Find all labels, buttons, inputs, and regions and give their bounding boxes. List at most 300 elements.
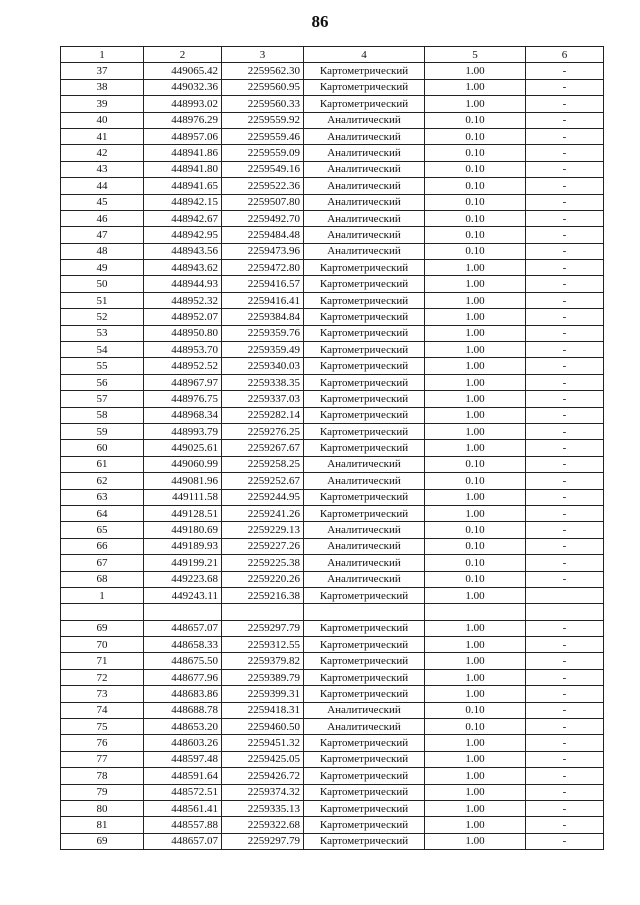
cell-precision: 0.10 <box>425 178 526 194</box>
cell-precision: 1.00 <box>425 325 526 341</box>
cell-description: - <box>526 260 604 276</box>
cell-point: 38 <box>61 79 144 95</box>
cell-y: 2259374.32 <box>222 784 304 800</box>
cell-point: 73 <box>61 686 144 702</box>
cell-point: 49 <box>61 260 144 276</box>
table-row <box>61 243 604 259</box>
cell-description: - <box>526 735 604 751</box>
cell-point: 74 <box>61 702 144 718</box>
cell-method: Аналитический <box>304 178 425 194</box>
table-row <box>61 751 604 767</box>
table-row <box>61 538 604 554</box>
cell-x: 448993.02 <box>144 96 222 112</box>
cell-point: 65 <box>61 522 144 538</box>
table-row <box>61 571 604 587</box>
header-cell-x: 2 <box>144 47 222 63</box>
cell-x: 449128.51 <box>144 505 222 521</box>
cell-y: 2259399.31 <box>222 686 304 702</box>
cell-x: 448952.52 <box>144 358 222 374</box>
cell-method: Аналитический <box>304 555 425 571</box>
cell-precision: 1.00 <box>425 751 526 767</box>
cell-x: 448683.86 <box>144 686 222 702</box>
cell-precision: 1.00 <box>425 260 526 276</box>
cell-description: - <box>526 358 604 374</box>
cell-point: 61 <box>61 456 144 472</box>
cell-precision: 1.00 <box>425 587 526 603</box>
cell-x: 449060.99 <box>144 456 222 472</box>
cell-precision: 1.00 <box>425 800 526 816</box>
table-row <box>61 505 604 521</box>
cell-y: 2259216.38 <box>222 587 304 603</box>
cell-y: 2259559.09 <box>222 145 304 161</box>
cell-point: 42 <box>61 145 144 161</box>
cell-x: 449199.21 <box>144 555 222 571</box>
cell-precision: 0.10 <box>425 719 526 735</box>
table-row <box>61 719 604 735</box>
cell-precision: 0.10 <box>425 571 526 587</box>
cell-y: 2259522.36 <box>222 178 304 194</box>
cell-method: Аналитический <box>304 243 425 259</box>
cell-x: 448944.93 <box>144 276 222 292</box>
table-row <box>61 374 604 390</box>
table-row <box>61 620 604 636</box>
cell-description: - <box>526 243 604 259</box>
cell-method: Аналитический <box>304 194 425 210</box>
header-cell-description: 6 <box>526 47 604 63</box>
cell-x: 448561.41 <box>144 800 222 816</box>
cell-description: - <box>526 210 604 226</box>
cell-y: 2259418.31 <box>222 702 304 718</box>
cell-x: 448952.07 <box>144 309 222 325</box>
cell-point: 80 <box>61 800 144 816</box>
cell-x: 448675.50 <box>144 653 222 669</box>
cell-point: 59 <box>61 423 144 439</box>
cell-y: 2259359.76 <box>222 325 304 341</box>
cell-point: 75 <box>61 719 144 735</box>
cell-method <box>304 604 425 620</box>
cell-method: Картометрический <box>304 407 425 423</box>
cell-method: Аналитический <box>304 456 425 472</box>
table-row <box>61 653 604 669</box>
cell-description: - <box>526 719 604 735</box>
cell-description: - <box>526 686 604 702</box>
table-row <box>61 407 604 423</box>
cell-method: Картометрический <box>304 342 425 358</box>
cell-precision: 1.00 <box>425 342 526 358</box>
table-row <box>61 276 604 292</box>
cell-precision: 1.00 <box>425 423 526 439</box>
cell-x: 449189.93 <box>144 538 222 554</box>
cell-point: 1 <box>61 587 144 603</box>
cell-precision: 1.00 <box>425 440 526 456</box>
cell-point: 50 <box>61 276 144 292</box>
cell-method: Аналитический <box>304 145 425 161</box>
cell-method: Картометрический <box>304 63 425 79</box>
cell-x: 448557.88 <box>144 817 222 833</box>
cell-x: 449081.96 <box>144 473 222 489</box>
cell-point: 54 <box>61 342 144 358</box>
cell-point: 69 <box>61 833 144 849</box>
cell-x: 449223.68 <box>144 571 222 587</box>
cell-precision: 0.10 <box>425 112 526 128</box>
table-header-row <box>61 47 604 63</box>
cell-y: 2259252.67 <box>222 473 304 489</box>
table-row <box>61 194 604 210</box>
table-row <box>61 112 604 128</box>
table-row <box>61 604 604 620</box>
cell-description <box>526 587 604 603</box>
cell-method: Картометрический <box>304 391 425 407</box>
table-row <box>61 637 604 653</box>
table-row <box>61 817 604 833</box>
cell-description: - <box>526 96 604 112</box>
cell-method: Картометрический <box>304 489 425 505</box>
table-row <box>61 309 604 325</box>
table-row <box>61 735 604 751</box>
table-row <box>61 833 604 849</box>
cell-method: Картометрический <box>304 833 425 849</box>
cell-y: 2259225.38 <box>222 555 304 571</box>
cell-precision: 0.10 <box>425 128 526 144</box>
table-body <box>61 63 604 850</box>
table-row <box>61 128 604 144</box>
cell-method: Картометрический <box>304 79 425 95</box>
cell-method: Картометрический <box>304 768 425 784</box>
cell-y: 2259338.35 <box>222 374 304 390</box>
coordinates-table <box>60 46 604 850</box>
table-row <box>61 702 604 718</box>
cell-precision: 0.10 <box>425 194 526 210</box>
cell-y: 2259340.03 <box>222 358 304 374</box>
cell-description: - <box>526 669 604 685</box>
cell-method: Картометрический <box>304 309 425 325</box>
cell-precision <box>425 604 526 620</box>
cell-point: 78 <box>61 768 144 784</box>
cell-y: 2259472.80 <box>222 260 304 276</box>
cell-precision: 1.00 <box>425 489 526 505</box>
cell-point: 43 <box>61 161 144 177</box>
cell-precision: 1.00 <box>425 96 526 112</box>
cell-y: 2259492.70 <box>222 210 304 226</box>
cell-method: Картометрический <box>304 669 425 685</box>
cell-description: - <box>526 538 604 554</box>
cell-method: Картометрический <box>304 637 425 653</box>
cell-x: 448941.65 <box>144 178 222 194</box>
cell-x: 448942.67 <box>144 210 222 226</box>
cell-y: 2259379.82 <box>222 653 304 669</box>
table-row <box>61 686 604 702</box>
cell-point <box>61 604 144 620</box>
cell-method: Картометрический <box>304 784 425 800</box>
cell-method: Картометрический <box>304 800 425 816</box>
cell-description: - <box>526 63 604 79</box>
cell-precision: 1.00 <box>425 637 526 653</box>
cell-x: 448943.56 <box>144 243 222 259</box>
cell-y: 2259416.57 <box>222 276 304 292</box>
cell-x: 448993.79 <box>144 423 222 439</box>
cell-method: Картометрический <box>304 276 425 292</box>
cell-y: 2259220.26 <box>222 571 304 587</box>
cell-description: - <box>526 374 604 390</box>
cell-method: Картометрический <box>304 374 425 390</box>
cell-description: - <box>526 79 604 95</box>
cell-point: 68 <box>61 571 144 587</box>
cell-x: 448591.64 <box>144 768 222 784</box>
page-number: 86 <box>311 12 329 31</box>
cell-point: 67 <box>61 555 144 571</box>
cell-y: 2259559.92 <box>222 112 304 128</box>
cell-method: Аналитический <box>304 161 425 177</box>
table-row <box>61 522 604 538</box>
cell-method: Аналитический <box>304 522 425 538</box>
cell-precision: 1.00 <box>425 686 526 702</box>
table-row <box>61 145 604 161</box>
cell-precision: 1.00 <box>425 292 526 308</box>
cell-method: Картометрический <box>304 440 425 456</box>
cell-x: 448957.06 <box>144 128 222 144</box>
cell-x: 448942.95 <box>144 227 222 243</box>
table-row <box>61 440 604 456</box>
table-row <box>61 489 604 505</box>
cell-point: 81 <box>61 817 144 833</box>
table-row <box>61 800 604 816</box>
cell-y: 2259241.26 <box>222 505 304 521</box>
cell-method: Картометрический <box>304 505 425 521</box>
cell-x: 448952.32 <box>144 292 222 308</box>
cell-method: Картометрический <box>304 751 425 767</box>
cell-description: - <box>526 653 604 669</box>
cell-point: 62 <box>61 473 144 489</box>
cell-point: 45 <box>61 194 144 210</box>
cell-precision: 1.00 <box>425 768 526 784</box>
cell-description: - <box>526 456 604 472</box>
cell-description: - <box>526 391 604 407</box>
cell-x: 449032.36 <box>144 79 222 95</box>
cell-y: 2259267.67 <box>222 440 304 456</box>
cell-precision: 0.10 <box>425 522 526 538</box>
header-cell-point: 1 <box>61 47 144 63</box>
cell-point: 63 <box>61 489 144 505</box>
cell-point: 79 <box>61 784 144 800</box>
cell-y: 2259416.41 <box>222 292 304 308</box>
cell-y: 2259312.55 <box>222 637 304 653</box>
cell-method: Аналитический <box>304 702 425 718</box>
cell-y: 2259507.80 <box>222 194 304 210</box>
cell-description: - <box>526 489 604 505</box>
cell-x: 448950.80 <box>144 325 222 341</box>
cell-point: 52 <box>61 309 144 325</box>
cell-point: 47 <box>61 227 144 243</box>
cell-description: - <box>526 751 604 767</box>
cell-y: 2259229.13 <box>222 522 304 538</box>
cell-x: 448572.51 <box>144 784 222 800</box>
cell-precision: 1.00 <box>425 63 526 79</box>
cell-description: - <box>526 112 604 128</box>
cell-method: Картометрический <box>304 587 425 603</box>
cell-description: - <box>526 505 604 521</box>
cell-precision: 0.10 <box>425 243 526 259</box>
cell-x: 448597.48 <box>144 751 222 767</box>
cell-point: 56 <box>61 374 144 390</box>
cell-description: - <box>526 620 604 636</box>
cell-y: 2259389.79 <box>222 669 304 685</box>
cell-description: - <box>526 637 604 653</box>
table-row <box>61 784 604 800</box>
cell-description: - <box>526 342 604 358</box>
cell-method: Аналитический <box>304 112 425 128</box>
cell-point: 53 <box>61 325 144 341</box>
cell-y: 2259276.25 <box>222 423 304 439</box>
cell-method: Картометрический <box>304 735 425 751</box>
cell-precision: 1.00 <box>425 276 526 292</box>
cell-description: - <box>526 128 604 144</box>
cell-method: Аналитический <box>304 538 425 554</box>
cell-method: Картометрический <box>304 686 425 702</box>
cell-description: - <box>526 325 604 341</box>
table-row <box>61 342 604 358</box>
cell-precision: 0.10 <box>425 145 526 161</box>
cell-description: - <box>526 571 604 587</box>
cell-x: 448658.33 <box>144 637 222 653</box>
cell-method: Картометрический <box>304 358 425 374</box>
cell-point: 69 <box>61 620 144 636</box>
cell-precision: 0.10 <box>425 538 526 554</box>
cell-x: 448603.26 <box>144 735 222 751</box>
cell-y: 2259426.72 <box>222 768 304 784</box>
cell-x: 448943.62 <box>144 260 222 276</box>
cell-x: 448953.70 <box>144 342 222 358</box>
cell-method: Аналитический <box>304 473 425 489</box>
cell-method: Картометрический <box>304 423 425 439</box>
cell-method: Картометрический <box>304 620 425 636</box>
cell-point: 41 <box>61 128 144 144</box>
cell-point: 72 <box>61 669 144 685</box>
cell-method: Аналитический <box>304 210 425 226</box>
cell-point: 77 <box>61 751 144 767</box>
cell-x: 448976.29 <box>144 112 222 128</box>
table-row <box>61 768 604 784</box>
table-row <box>61 292 604 308</box>
cell-method: Картометрический <box>304 325 425 341</box>
cell-description: - <box>526 178 604 194</box>
table-row <box>61 325 604 341</box>
cell-precision: 1.00 <box>425 620 526 636</box>
table-row <box>61 669 604 685</box>
table-row <box>61 161 604 177</box>
cell-y: 2259425.05 <box>222 751 304 767</box>
cell-method: Картометрический <box>304 96 425 112</box>
cell-description: - <box>526 784 604 800</box>
cell-precision: 0.10 <box>425 456 526 472</box>
cell-y: 2259473.96 <box>222 243 304 259</box>
cell-x: 448942.15 <box>144 194 222 210</box>
cell-description <box>526 604 604 620</box>
table-row <box>61 227 604 243</box>
cell-description: - <box>526 440 604 456</box>
cell-description: - <box>526 194 604 210</box>
cell-method: Картометрический <box>304 292 425 308</box>
cell-x <box>144 604 222 620</box>
cell-method: Аналитический <box>304 227 425 243</box>
cell-y: 2259549.16 <box>222 161 304 177</box>
cell-precision: 1.00 <box>425 735 526 751</box>
cell-y: 2259562.30 <box>222 63 304 79</box>
cell-description: - <box>526 309 604 325</box>
cell-description: - <box>526 800 604 816</box>
table-row <box>61 423 604 439</box>
cell-x: 449243.11 <box>144 587 222 603</box>
cell-method: Аналитический <box>304 571 425 587</box>
cell-y: 2259322.68 <box>222 817 304 833</box>
cell-precision: 0.10 <box>425 161 526 177</box>
cell-precision: 1.00 <box>425 391 526 407</box>
cell-method: Картометрический <box>304 260 425 276</box>
cell-x: 448941.80 <box>144 161 222 177</box>
cell-point: 39 <box>61 96 144 112</box>
cell-point: 46 <box>61 210 144 226</box>
cell-description: - <box>526 423 604 439</box>
cell-precision: 0.10 <box>425 210 526 226</box>
cell-x: 448968.34 <box>144 407 222 423</box>
cell-point: 76 <box>61 735 144 751</box>
cell-precision: 0.10 <box>425 555 526 571</box>
cell-description: - <box>526 292 604 308</box>
cell-y: 2259384.84 <box>222 309 304 325</box>
cell-description: - <box>526 145 604 161</box>
cell-precision: 1.00 <box>425 309 526 325</box>
cell-x: 449180.69 <box>144 522 222 538</box>
header-cell-y: 3 <box>222 47 304 63</box>
cell-y: 2259484.48 <box>222 227 304 243</box>
cell-x: 448653.20 <box>144 719 222 735</box>
cell-point: 70 <box>61 637 144 653</box>
cell-precision: 1.00 <box>425 79 526 95</box>
header-cell-precision: 5 <box>425 47 526 63</box>
table-row <box>61 210 604 226</box>
cell-precision: 1.00 <box>425 407 526 423</box>
cell-y: 2259244.95 <box>222 489 304 505</box>
cell-precision: 1.00 <box>425 505 526 521</box>
cell-y: 2259560.33 <box>222 96 304 112</box>
cell-description: - <box>526 407 604 423</box>
cell-precision: 1.00 <box>425 669 526 685</box>
cell-description: - <box>526 833 604 849</box>
cell-precision: 0.10 <box>425 227 526 243</box>
cell-y: 2259227.26 <box>222 538 304 554</box>
cell-x: 449065.42 <box>144 63 222 79</box>
cell-description: - <box>526 817 604 833</box>
table-row <box>61 96 604 112</box>
header-cell-method: 4 <box>304 47 425 63</box>
cell-point: 71 <box>61 653 144 669</box>
cell-point: 51 <box>61 292 144 308</box>
cell-y: 2259560.95 <box>222 79 304 95</box>
table-row <box>61 555 604 571</box>
table-row <box>61 473 604 489</box>
table-row <box>61 63 604 79</box>
cell-point: 55 <box>61 358 144 374</box>
table-row <box>61 358 604 374</box>
cell-y: 2259559.46 <box>222 128 304 144</box>
cell-x: 449025.61 <box>144 440 222 456</box>
cell-x: 449111.58 <box>144 489 222 505</box>
table-row <box>61 391 604 407</box>
cell-precision: 1.00 <box>425 784 526 800</box>
cell-y <box>222 604 304 620</box>
cell-point: 57 <box>61 391 144 407</box>
cell-precision: 1.00 <box>425 358 526 374</box>
cell-description: - <box>526 473 604 489</box>
